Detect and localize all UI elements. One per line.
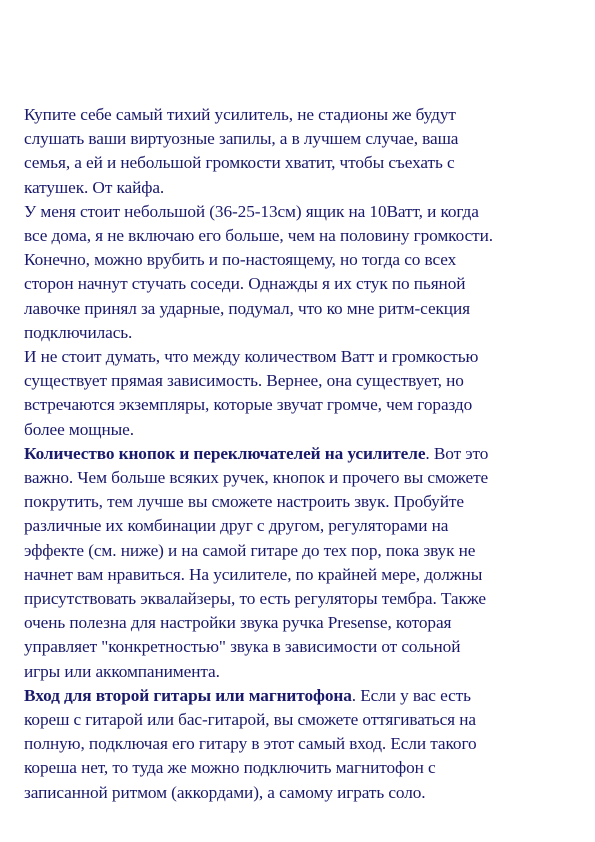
text-line: эффекте (см. ниже) и на самой гитаре до тех пор, пока звук не [24,540,476,560]
text-line: И не стоит думать, что между количеством Ватт и громкостью [24,347,479,367]
text-line: У меня стоит небольшой (36-25-13см) ящик на 10Ватт, и когда [24,201,479,221]
heading-continuation: . Если у вас есть [351,685,471,705]
section-heading-line [24,684,572,708]
text-line: полную, подключая его гитару в этот самый вход. Если такого [24,734,477,754]
text-line: катушек. От кайфа. [24,177,165,197]
text-line: подключилась. [24,322,133,342]
text-line: Купите себе самый тихий усилитель, не стадионы же будут [24,105,456,124]
text-line: существует прямая зависимость. Вернее, она существует, но [24,371,464,391]
text-line: важно. Чем больше всяких ручек, кнопок и прочего вы сможете [24,468,489,488]
text-line: кореш с гитарой или бас-гитарой, вы сможете оттягиваться на [24,710,476,730]
text-line: Конечно, можно врубить и по-настоящему, но тогда со всех [24,250,457,270]
text-line: различные их комбинации друг с другом, регуляторами на [24,516,449,536]
text-line: игры или аккомпанимента. [24,661,220,681]
text-line: управляет "конкретностью" звука в зависимости от сольной [24,637,461,657]
text-line: сторон начнут стучать соседи. Однажды я их стук по пьяной [24,274,466,294]
body-text [24,103,572,805]
text-line: более мощные. [24,419,134,439]
text-line: слушать ваши виртуозные запилы, а в лучшем случае, ваша [24,129,459,149]
text-line: присутствовать эквалайзеры, то есть регуляторы тембра. Также [24,589,486,609]
section-heading: Вход для второй гитары или магнитофона [24,685,352,705]
heading-continuation: . Вот это [425,443,489,463]
text-line: лавочке принял за ударные, подумал, что ко мне ритм-секция [24,298,470,318]
text-line: начнет вам нравиться. На усилителе, по крайней мере, должны [24,564,483,584]
text-line: очень полезна для настройки звука ручка Presense, которая [24,613,452,633]
section-heading-line [24,442,572,466]
text-line: покрутить, тем лучше вы сможете настроить звук. Пробуйте [24,492,464,512]
text-line: все дома, я не включаю его больше, чем на половину громкости. [24,226,493,246]
text-line: записанной ритмом (аккордами), а самому играть соло. [24,782,426,802]
text-line: кореша нет, то туда же можно подключить магнитофон с [24,758,436,778]
text-line: семья, а ей и небольшой громкости хватит, чтобы съехать с [24,153,455,173]
text-line: встречаются экземпляры, которые звучат громче, чем гораздо [24,395,473,415]
section-heading: Количество кнопок и переключателей на усилителе [24,443,426,463]
